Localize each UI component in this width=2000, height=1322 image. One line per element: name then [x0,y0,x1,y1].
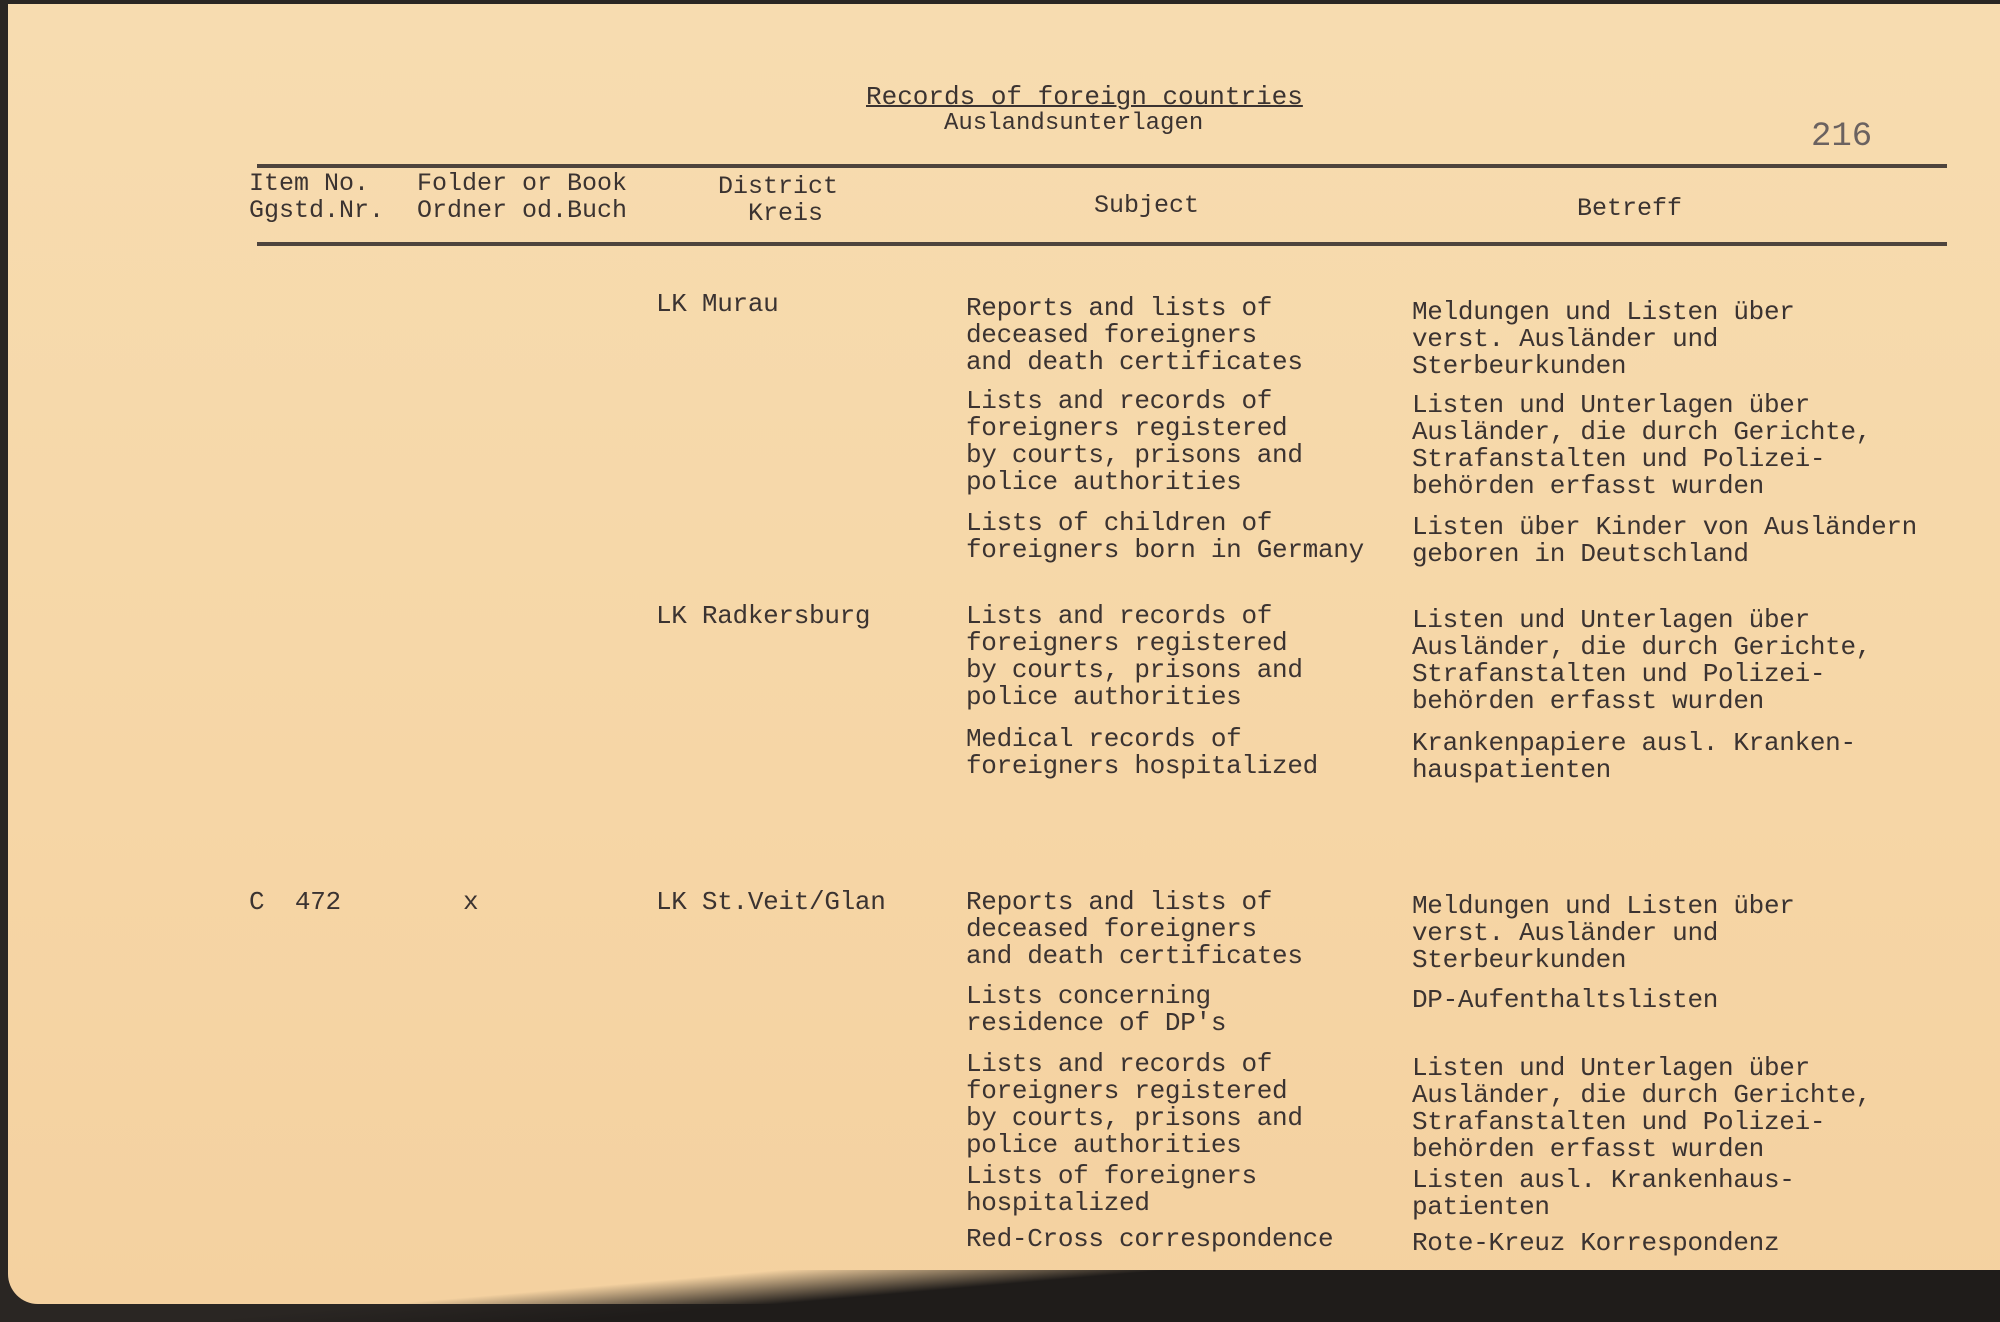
betreff-cell: Meldungen und Listen über verst. Ausländer und Sterbeurkunden [1412,891,1795,975]
betreff-cell: Listen und Unterlagen über Ausländer, die durch Gerichte, Strafanstalten und Polizei- behörden erfasst wurden [1412,605,1872,716]
subject-cell: Red-Cross correspondence [966,1224,1334,1254]
page-number: 216 [1811,118,1873,156]
page-title: Records of foreign countries [866,82,1303,112]
subject-cell: Lists of children of foreigners born in Germany [966,508,1364,565]
header-bottom-rule [257,242,1947,246]
book-edge-shadow [0,1270,2000,1322]
header-top-rule [257,164,1947,168]
subject-cell: Lists concerning residence of DP's [966,981,1227,1038]
page-subtitle: Auslandsunterlagen [944,110,1204,137]
subject-cell: Reports and lists of deceased foreigners and death certificates [966,293,1303,377]
betreff-cell: Meldungen und Listen über verst. Ausländer und Sterbeurkunden [1412,297,1795,381]
district-name: LK St.Veit/Glan [656,887,886,917]
header-district-de: Kreis [748,199,824,228]
subject-cell: Medical records of foreigners hospitalized [966,724,1318,781]
header-item-en: Item No. [249,169,370,198]
betreff-cell: Listen und Unterlagen über Ausländer, die durch Gerichte, Strafanstalten und Polizei- behörden erfasst wurden [1412,390,1872,501]
document-page [8,4,2000,1304]
header-district [718,173,838,227]
header-item [249,170,384,224]
header-betreff: Betreff [1577,194,1683,223]
betreff-cell: Listen ausl. Krankenhaus- patienten [1412,1165,1795,1222]
header-folder-en: Folder or Book [417,169,628,198]
betreff-cell: DP-Aufenthaltslisten [1412,985,1719,1015]
item-number: C 472 [249,887,341,917]
district-name: LK Radkersburg [656,601,871,631]
district-name: LK Murau [656,289,779,319]
subject-cell: Lists and records of foreigners registered by courts, prisons and police authorities [966,601,1303,712]
header-item-de: Ggstd.Nr. [249,196,385,225]
folder-mark: x [463,887,479,917]
subject-cell: Lists and records of foreigners registered by courts, prisons and police authorities [966,386,1303,497]
betreff-cell: Listen und Unterlagen über Ausländer, die durch Gerichte, Strafanstalten und Polizei- behörden erfasst wurden [1412,1053,1872,1164]
betreff-cell: Krankenpapiere ausl. Kranken- hauspatienten [1412,728,1856,785]
header-folder [417,170,627,224]
betreff-cell: Rote-Kreuz Korrespondenz [1412,1228,1780,1258]
header-subject: Subject [1094,191,1200,220]
header-folder-de: Ordner od.Buch [417,196,628,225]
betreff-cell: Listen über Kinder von Ausländern geboren in Deutschland [1412,512,1917,569]
header-district-en: District [718,172,839,201]
subject-cell: Lists and records of foreigners registered by courts, prisons and police authorities [966,1049,1303,1160]
subject-cell: Reports and lists of deceased foreigners and death certificates [966,887,1303,971]
subject-cell: Lists of foreigners hospitalized [966,1161,1257,1218]
